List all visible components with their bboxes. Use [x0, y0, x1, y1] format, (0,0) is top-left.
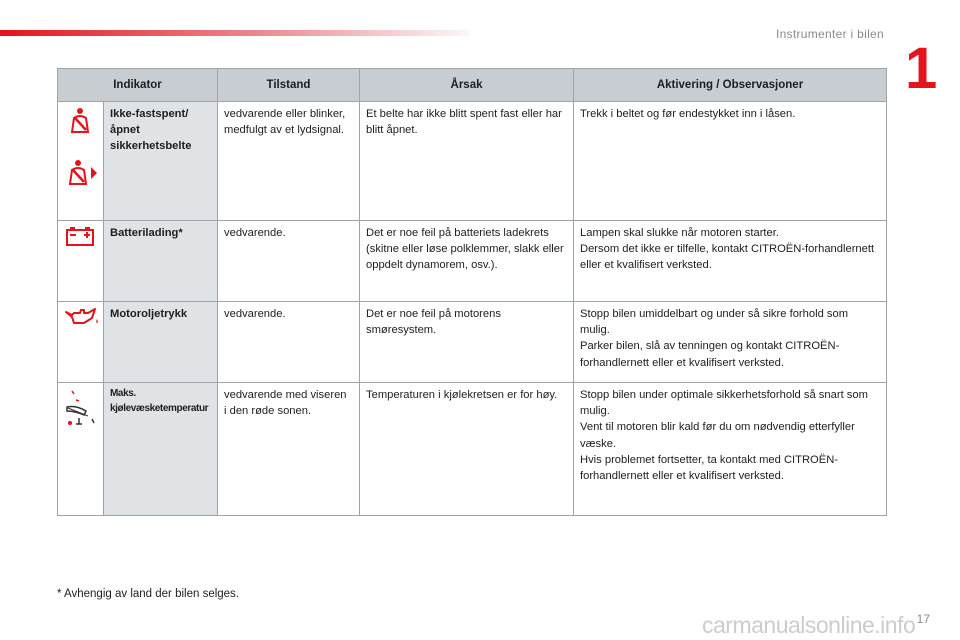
column-header-state: Tilstand [218, 69, 360, 102]
indicator-cause: Temperaturen i kjølekretsen er for høy. [360, 383, 574, 516]
indicator-name: Motoroljetrykk [104, 302, 218, 383]
column-header-cause: Årsak [360, 69, 574, 102]
action-line: Stopp bilen under optimale sikkerhetsforhold så snart som mulig. [580, 389, 868, 418]
action-line: Trekk i beltet og før endestykket inn i låsen. [580, 108, 796, 120]
indicator-state: vedvarende. [218, 221, 360, 302]
indicator-icon-cell [58, 383, 104, 516]
coolant-temperature-gauge-icon [64, 387, 104, 431]
watermark: carmanualsonline.info [702, 612, 916, 638]
table-row [58, 102, 887, 221]
action-line: Parker bilen, slå av tenningen og kontakt CITROËN-forhandlernett eller et kvalifisert verksted. [580, 340, 840, 369]
page-number: 17 [916, 612, 930, 626]
action-line: Dersom det ikke er tilfelle, kontakt CITROËN-forhandlernett eller et kvalifisert verksted. [580, 243, 875, 272]
indicator-action [574, 102, 887, 221]
action-line: Stopp bilen umiddelbart og under så sikre forhold som mulig. [580, 308, 849, 337]
indicator-icon-cell [58, 102, 104, 221]
battery-icon [65, 225, 95, 247]
header-accent-bar [0, 30, 470, 36]
oil-can-icon [64, 306, 100, 328]
table-row [58, 221, 887, 302]
indicator-cause: Det er noe feil på motorens smøresystem. [360, 302, 574, 383]
seatbelt-arrow-icon [64, 158, 100, 188]
seatbelt-icon [65, 106, 95, 136]
indicator-action [574, 221, 887, 302]
indicator-state: vedvarende eller blinker, medfulgt av et lydsignal. [218, 102, 360, 221]
table-header-row [58, 69, 887, 102]
indicator-name: Batterilading* [104, 221, 218, 302]
indicator-icon-cell [58, 221, 104, 302]
indicator-table [57, 68, 887, 516]
indicator-icon-cell [58, 302, 104, 383]
indicator-cause: Et belte har ikke blitt spent fast eller har blitt åpnet. [360, 102, 574, 221]
indicator-name: Maks. kjølevæsketemperatur [104, 383, 218, 516]
indicator-state: vedvarende med viseren i den røde sonen. [218, 383, 360, 516]
indicator-state: vedvarende. [218, 302, 360, 383]
action-line: Lampen skal slukke når motoren starter. [580, 227, 779, 239]
table-row [58, 383, 887, 516]
footnote: * Avhengig av land der bilen selges. [57, 588, 240, 600]
indicator-cause: Det er noe feil på batteriets ladekrets (skitne eller løse polklemmer, slakk eller oppdelt dynamorem, osv.). [360, 221, 574, 302]
page-header-title: Instrumenter i bilen [775, 27, 884, 41]
indicator-name: Ikke-fastspent/ åpnet sikkerhetsbelte [104, 102, 218, 221]
column-header-action: Aktivering / Observasjoner [574, 69, 887, 102]
table-row [58, 302, 887, 383]
chapter-number: 1 [905, 36, 938, 101]
indicator-action [574, 383, 887, 516]
action-line: Vent til motoren blir kald før du om nødvendig etterfyller væske. [580, 421, 855, 450]
action-line: Hvis problemet fortsetter, ta kontakt med CITROËN-forhandlernett eller et kvalifisert verksted. [580, 453, 839, 483]
indicator-action [574, 302, 887, 383]
column-header-indicator: Indikator [58, 69, 218, 102]
